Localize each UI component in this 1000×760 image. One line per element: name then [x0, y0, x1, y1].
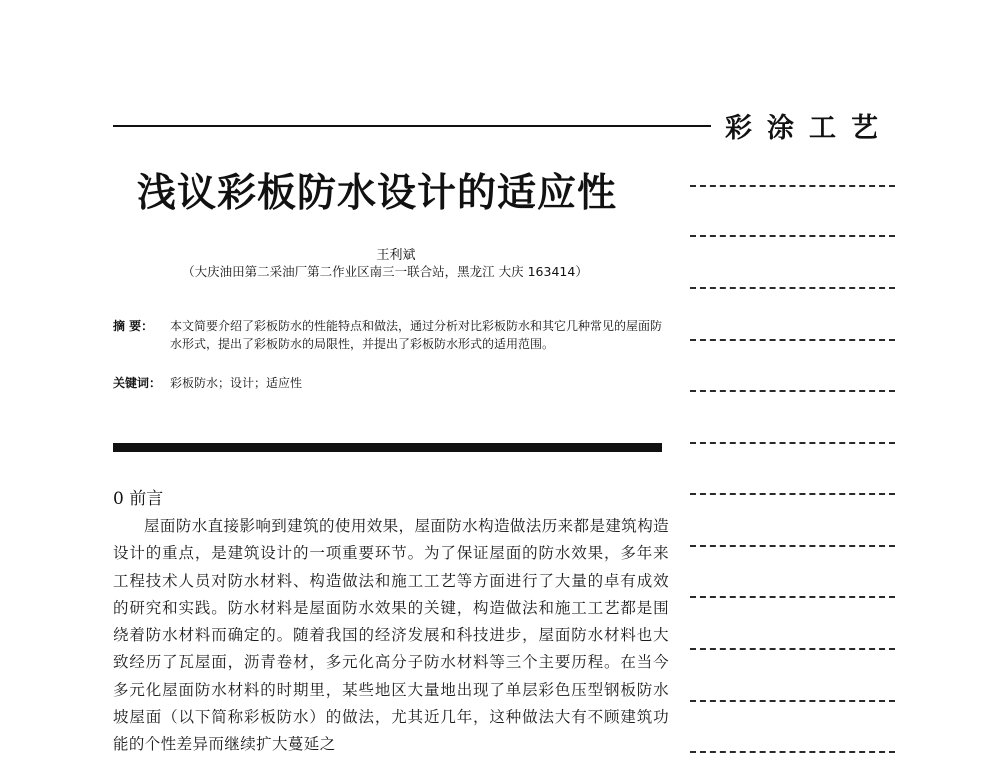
note-line	[690, 339, 895, 341]
author-affiliation: （大庆油田第二采油厂第二作业区南三一联合站，黑龙江 大庆 163414）	[182, 264, 588, 279]
note-line	[690, 700, 895, 702]
note-line	[690, 390, 895, 392]
note-line	[690, 648, 895, 650]
section-heading: 0 前言	[113, 489, 164, 509]
keywords-text: 彩板防水；设计；适应性	[170, 376, 303, 390]
section-divider	[113, 443, 662, 452]
note-line	[690, 545, 895, 547]
note-line	[690, 493, 895, 495]
abstract-text: 本文简要介绍了彩板防水的性能特点和做法，通过分析对比彩板防水和其它几种常见的屋面防水形式，提出了彩板防水的局限性，并提出了彩板防水形式的适用范围。	[170, 319, 663, 351]
body-paragraph: 屋面防水直接影响到建筑的使用效果，屋面防水构造做法历来都是建筑构造设计的重点，是建筑设计的一项重要环节。为了保证屋面的防水效果，多年来工程技术人员对防水材料、构造做法和施工工艺等方面进行了大量的卓有成效的研究和实践。防水材料是屋面防水效果的关键，构造做法和施工工艺都是围绕着防水材料而确定的。随着我国的经济发展和科技进步，屋面防水材料也大致经历了瓦屋面，沥青卷材，多元化高分子防水材料等三个主要历程。在当今多元化屋面防水材料的时期里，某些地区大量地出现了单层彩色压型钢板防水坡屋面（以下简称彩板防水）的做法，尤其近几年，这种做法大有不顾建筑功能的个性差异而继续扩大蔓延之	[113, 517, 669, 754]
article-title: 浅议彩板防水设计的适应性	[137, 171, 618, 216]
article-author: 王利斌	[376, 248, 416, 263]
note-line	[690, 185, 895, 187]
keywords-label: 关键词：	[113, 376, 162, 390]
note-line	[690, 442, 895, 444]
note-line	[690, 596, 895, 598]
abstract-label: 摘 要：	[113, 319, 154, 333]
header-rule	[113, 125, 711, 127]
note-line	[690, 235, 895, 237]
note-line	[690, 287, 895, 289]
note-line	[690, 751, 895, 753]
section-label: 彩涂工艺	[725, 113, 893, 144]
note-lines-column	[690, 0, 900, 760]
